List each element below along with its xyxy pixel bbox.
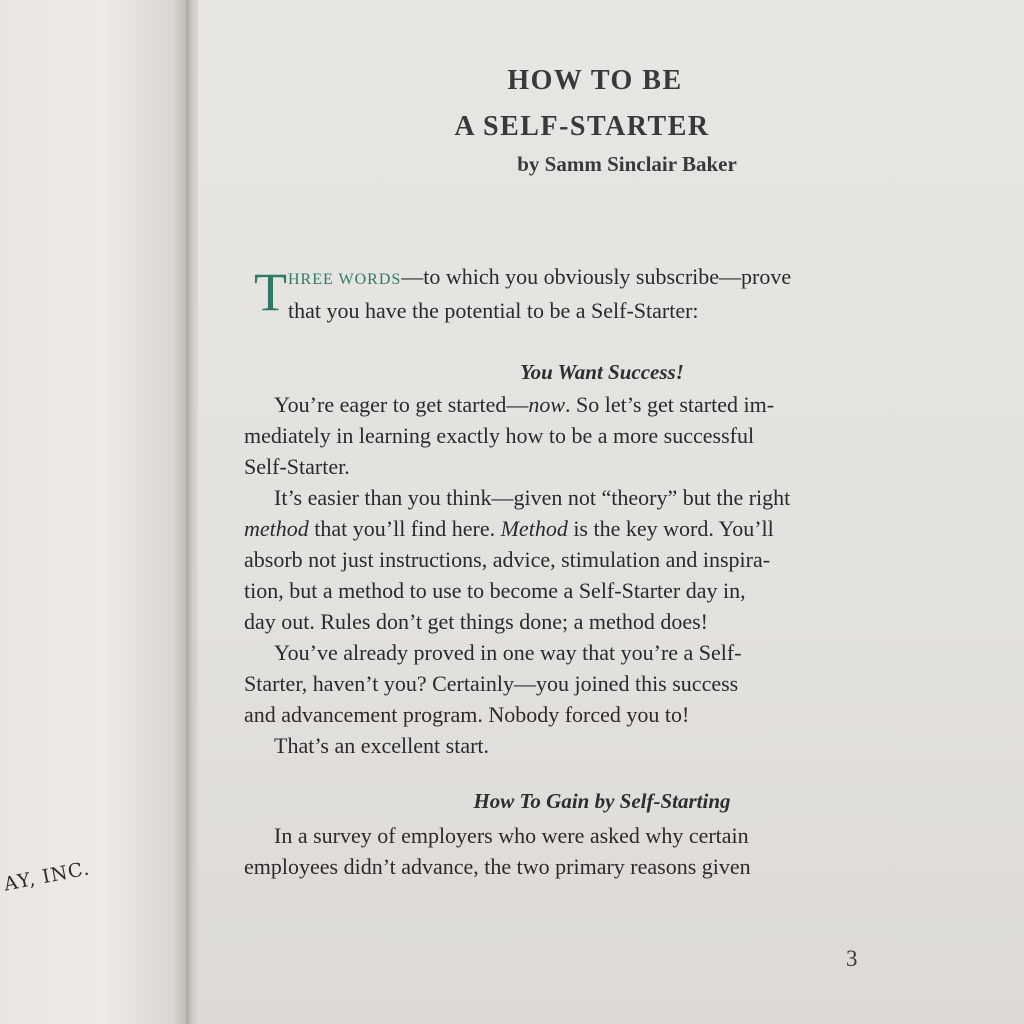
intro-paragraph [244, 261, 920, 326]
paragraph-proved [244, 637, 920, 730]
intro-line-1: —to which you obviously subscribe—prove [401, 264, 792, 289]
byline: by Samm Sinclair Baker [517, 152, 737, 176]
paragraph-survey [244, 820, 920, 882]
page-content [244, 58, 920, 882]
paragraph-method [244, 482, 920, 637]
title-line-1: HOW TO BE [507, 65, 683, 96]
left-page [0, 0, 188, 1024]
section-heading-success: You Want Success! [520, 360, 684, 384]
drop-cap: T [254, 262, 287, 322]
text-line: Self-Starter. [244, 454, 350, 479]
publisher-fragment: AY, INC. [2, 857, 92, 896]
title-line-2: A SELF-STARTER [454, 111, 710, 142]
intro-small-caps: HREE WORDS [288, 271, 402, 288]
text-line: tion, but a method to use to become a Self-Starter day in, [244, 578, 746, 603]
text-line: employees didn’t advance, the two primary reasons given [244, 854, 751, 879]
text-line: You’re eager to get started—now. So let’s get started im- [274, 392, 775, 417]
page-number: 3 [846, 946, 858, 971]
text-line: mediately in learning exactly how to be a more successful [244, 423, 755, 448]
right-page [198, 0, 1024, 1024]
text-line: absorb not just instructions, advice, stimulation and inspira- [244, 547, 771, 572]
intro-line-2: that you have the potential to be a Self-Starter: [288, 298, 699, 323]
paragraph-eager [244, 389, 920, 482]
text-line: day out. Rules don’t get things done; a method does! [244, 609, 708, 634]
text-line: In a survey of employers who were asked why certain [274, 823, 749, 848]
text-line: It’s easier than you think—given not “theory” but the right [274, 485, 791, 510]
text-line: You’ve already proved in one way that you’re a Self- [274, 640, 742, 665]
text-line: method that you’ll find here. Method is the key word. You’ll [244, 516, 774, 541]
text-line: Starter, haven’t you? Certainly—you joined this success [244, 671, 739, 696]
text-line: and advancement program. Nobody forced you to! [244, 702, 690, 727]
text-line: That’s an excellent start. [274, 733, 490, 758]
section-heading-gain: How To Gain by Self-Starting [473, 789, 731, 813]
paragraph-start [244, 730, 920, 761]
